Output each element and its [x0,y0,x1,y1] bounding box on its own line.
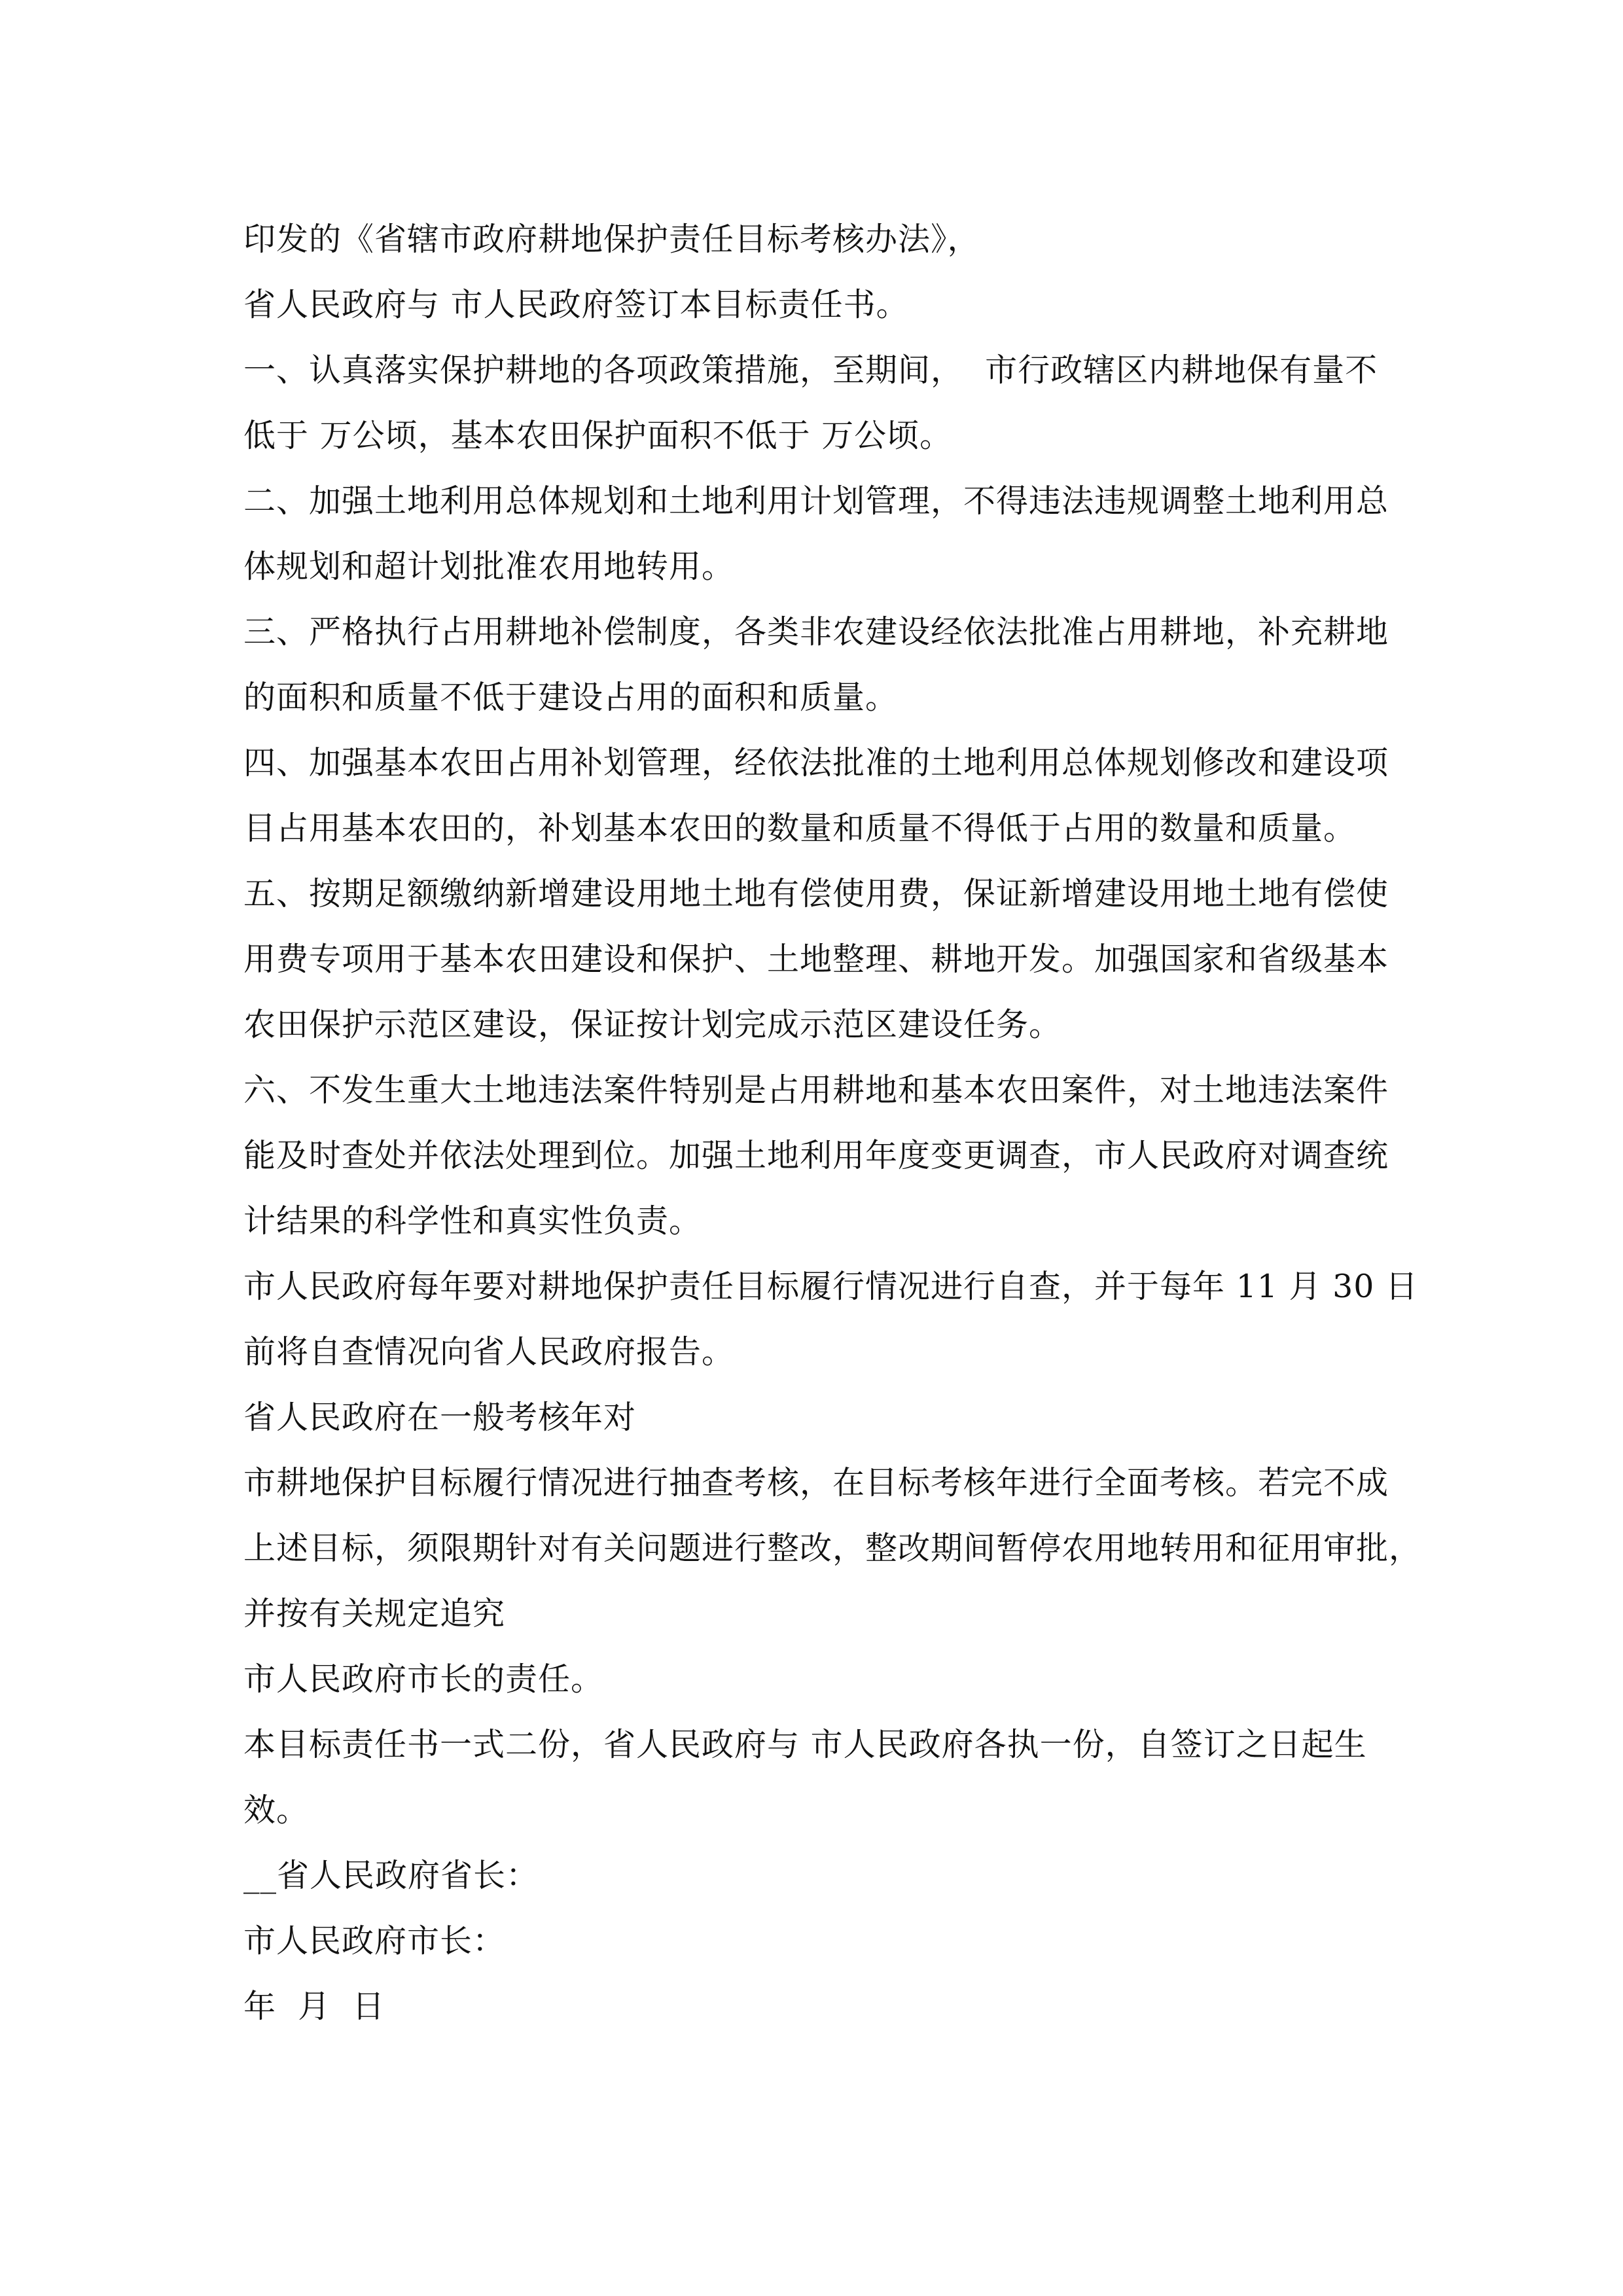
text-line: 上述目标，须限期针对有关问题进行整改，整改期间暂停农用地转用和征用审批， [243,1530,1422,1567]
paragraph-general-assessment [243,1385,1393,1450]
text-line: 四、加强基本农田占用补划管理，经依法批准的土地利用总体规划修改和建设项 [243,744,1389,781]
text-line: 市人民政府每年要对耕地保护责任目标履行情况进行自查，并于每年 11 月 30 日 [243,1268,1419,1305]
text-line: 体规划和超计划批准农用地转用。 [243,548,735,585]
paragraph-assessment-details [243,1450,1422,1647]
paragraph-intro-issued [243,207,1393,272]
paragraph-copies [243,1712,1393,1843]
text-line: 市耕地保护目标履行情况进行抽查考核，在目标考核年进行全面考核。若完不成 [243,1464,1389,1501]
signature-mayor [243,1909,1393,1974]
text-line: 低于 万公顷，基本农田保护面积不低于 万公顷。 [243,417,953,454]
paragraph-item-5 [243,861,1393,1058]
text-line: 效。 [243,1791,310,1829]
paragraph-intro-signing [243,272,1393,338]
text-line: 市人民政府市长的责任。 [243,1660,604,1698]
paragraph-item-2 [243,469,1393,600]
text-line: 一、认真落实保护耕地的各项政策措施，至期间， 市行政辖区内耕地保有量不 [243,351,1378,389]
text-line: 省人民政府与 市人民政府签订本目标责任书。 [243,286,909,323]
text-line: 六、不发生重大土地违法案件特别是占用耕地和基本农田案件，对土地违法案件 [243,1071,1389,1109]
text-line: 二、加强土地利用总体规划和土地利用计划管理，不得违法违规调整土地利用总 [243,482,1389,520]
text-line: 计结果的科学性和真实性负责。 [243,1202,702,1240]
signature-date [243,1974,1393,2039]
text-line: 的面积和质量不低于建设占用的面积和质量。 [243,679,899,716]
text-line: 本目标责任书一式二份，省人民政府与 市人民政府各执一份，自签订之日起生 [243,1726,1367,1763]
paragraph-item-1 [243,338,1393,469]
text-line: 五、按期足额缴纳新增建设用地土地有偿使用费，保证新增建设用地土地有偿使 [243,875,1389,912]
text-line: 农田保护示范区建设，保证按计划完成示范区建设任务。 [243,1006,1062,1043]
text-line: 前将自查情况向省人民政府报告。 [243,1333,735,1371]
text-line: 省人民政府在一般考核年对 [243,1399,637,1436]
text-line: 能及时查处并依法处理到位。加强土地利用年度变更调查，市人民政府对调查统 [243,1137,1389,1174]
paragraph-item-6 [243,1058,1393,1254]
paragraph-item-3 [243,600,1393,730]
text-line: 市人民政府市长： [243,1922,506,1960]
text-line: 用费专项用于基本农田建设和保护、土地整理、耕地开发。加强国家和省级基本 [243,941,1389,978]
text-line: 目占用基本农田的，补划基本农田的数量和质量不得低于占用的数量和质量。 [243,810,1357,847]
paragraph-item-4 [243,730,1393,861]
paragraph-mayor-responsibility [243,1647,1393,1712]
signature-governor [243,1843,1393,1909]
document-body [243,207,1422,2039]
paragraph-self-inspection [243,1254,1419,1385]
text-line: 并按有关规定追究 [243,1595,506,1632]
text-line: __省人民政府省长： [243,1857,539,1894]
text-line: 年 月 日 [243,1988,385,2025]
text-line: 三、严格执行占用耕地补偿制度，各类非农建设经依法批准占用耕地，补充耕地 [243,613,1389,651]
text-line: 印发的《省辖市政府耕地保护责任目标考核办法》， [243,221,980,258]
